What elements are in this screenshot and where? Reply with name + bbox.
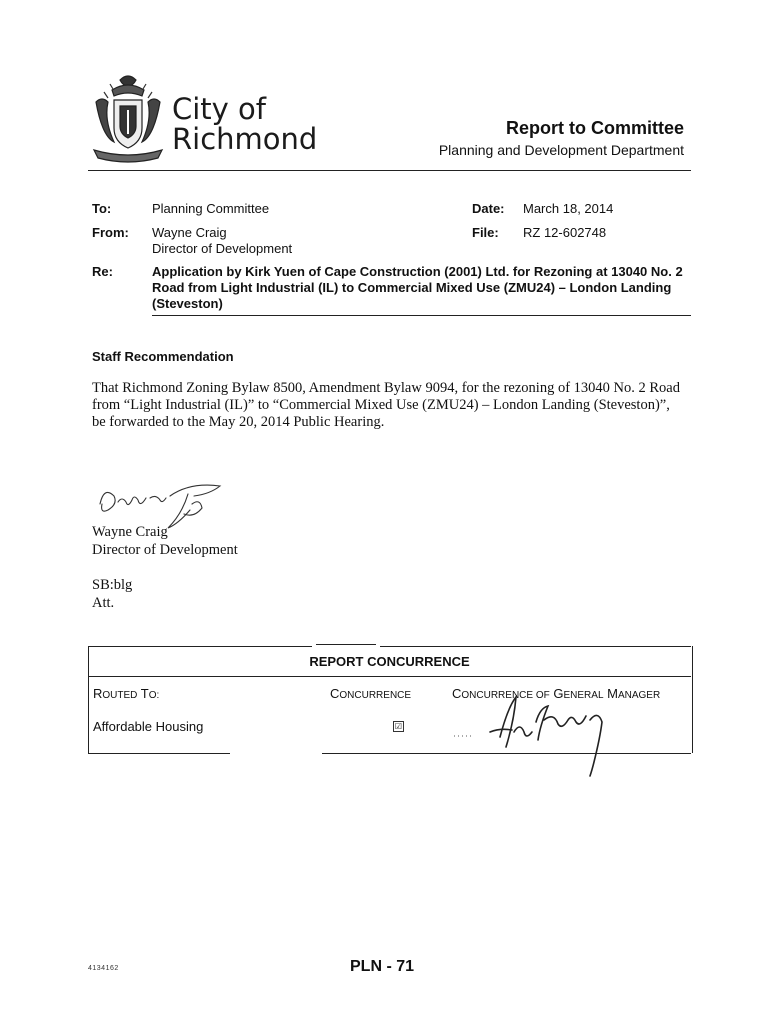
signer-name: Wayne Craig xyxy=(92,524,168,540)
department-name: Planning and Development Department xyxy=(438,142,684,158)
from-label: From: xyxy=(92,225,129,240)
concurrence-header: CONCURRENCE xyxy=(330,686,412,701)
file-value: RZ 12-602748 xyxy=(523,225,607,240)
memo-divider xyxy=(152,315,691,316)
date-value: March 18, 2014 xyxy=(523,201,614,216)
city-name-line2: Richmond xyxy=(172,122,318,156)
attachments-note: Att. xyxy=(92,595,115,611)
city-name-line1: City of xyxy=(172,92,267,126)
concurrence-bottom-rule-right xyxy=(322,753,691,754)
concurrence-title: REPORT CONCURRENCE xyxy=(309,654,470,669)
re-subject: Application by Kirk Yuen of Cape Construction (2001) Ltd. for Rezoning at 13040 No. 2 Road from Light Industrial (IL) to Commercial Mixed Use (ZMU24) – London Landing (Steveston) xyxy=(152,264,683,311)
concurrence-bottom-rule-left xyxy=(88,753,230,754)
recommendation-body: That Richmond Zoning Bylaw 8500, Amendment Bylaw 9094, for the rezoning of 13040 No. 2 Road from “Light Industrial (IL)” to “Commercial Mixed Use (ZMU24) – London Landing (Steveston)”, be forwarded to the May 20, 2014 Public Hearing. xyxy=(92,380,680,430)
re-label: Re: xyxy=(92,264,113,279)
routed-department: Affordable Housing xyxy=(93,719,204,734)
city-logo-text xyxy=(172,94,317,154)
concurrence-checkbox: ☑ xyxy=(394,722,403,731)
page-label: PLN - 71 xyxy=(350,958,415,975)
recommendation-heading: Staff Recommendation xyxy=(92,349,234,364)
gm-concurrence-header: CONCURRENCE OF GENERAL MANAGER xyxy=(452,686,661,701)
report-title: Report to Committee xyxy=(505,118,684,138)
to-value: Planning Committee xyxy=(152,201,270,216)
file-label: File: xyxy=(472,225,499,240)
to-label: To: xyxy=(92,201,112,216)
concurrence-title-rule xyxy=(88,676,691,677)
header-divider xyxy=(88,170,691,171)
from-title: Director of Development xyxy=(152,241,293,256)
routed-to-header: ROUTED TO: xyxy=(93,686,160,701)
concurrence-top-rule-mid xyxy=(316,644,376,645)
city-crest-icon xyxy=(90,72,166,164)
general-manager-signature xyxy=(440,692,640,777)
signer-title: Director of Development xyxy=(92,542,238,558)
typist-initials: SB:blg xyxy=(92,577,133,593)
document-number: 4134162 xyxy=(88,965,119,972)
from-name: Wayne Craig xyxy=(152,225,227,240)
date-label: Date: xyxy=(472,201,505,216)
